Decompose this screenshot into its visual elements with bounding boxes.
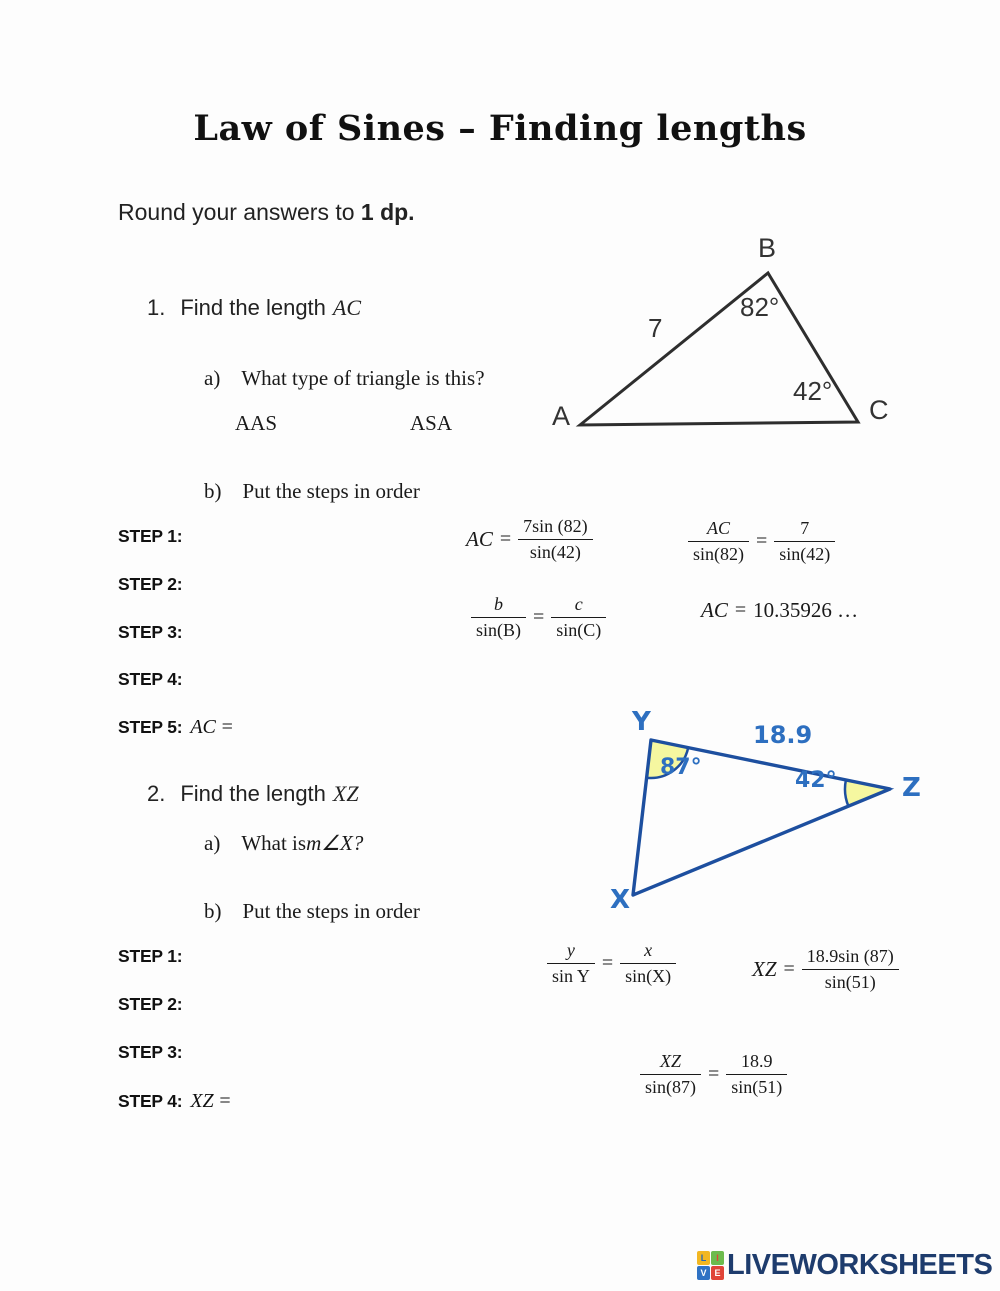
- q1-f2-denominator-left: sin(82): [693, 543, 744, 564]
- side-ab-label: 7: [648, 313, 663, 343]
- q2-step-4-label: [118, 1090, 230, 1113]
- q2-f1-denominator-left: sin Y: [552, 965, 590, 986]
- question-2-heading: [147, 781, 359, 807]
- q1-step-1-label: STEP 1:: [118, 526, 183, 546]
- q2-f1-numerator-right: x: [620, 940, 676, 964]
- side-yz-label: 18.9: [753, 721, 813, 749]
- option-aas[interactable]: AAS: [235, 411, 278, 435]
- q2-f3-equals: =: [708, 1062, 720, 1085]
- angle-b-label: 82°: [740, 292, 780, 322]
- q2-f1-equals: =: [601, 951, 614, 974]
- question-1b: [204, 479, 420, 504]
- logo-tile-l: L: [697, 1251, 710, 1265]
- q2-f2-lhs: XZ: [752, 956, 777, 981]
- question-1b-label: b): [204, 479, 222, 503]
- logo-tile-v: V: [697, 1266, 710, 1280]
- question-2a-text: What is: [241, 831, 307, 855]
- q2-f3-numerator-right: 18.9: [726, 1051, 787, 1075]
- q1-formula-result[interactable]: [701, 598, 858, 623]
- question-2a-variable: m∠X?: [306, 831, 364, 855]
- q1-step-5-text: STEP 5:: [118, 717, 183, 737]
- q2-f1-numerator-left: y: [547, 940, 595, 964]
- page-title: Law of Sines – Finding lengths: [193, 108, 807, 149]
- question-2a-label: a): [204, 831, 221, 855]
- q1-f1-numerator: 7sin (82): [518, 516, 593, 540]
- q2-formula-substituted[interactable]: [752, 946, 899, 992]
- q1-f4-equals: =: [734, 599, 747, 621]
- q1-step-5-label: [118, 716, 233, 739]
- q1-f1-lhs: AC: [466, 526, 493, 551]
- q2-f3-denominator-right: sin(51): [731, 1076, 783, 1097]
- logo-tile-e: E: [711, 1266, 724, 1280]
- question-1b-text: Put the steps in order: [242, 479, 420, 503]
- question-1a: [204, 366, 485, 391]
- q2-f3-denominator-left: sin(87): [645, 1076, 696, 1097]
- vertex-a-label: A: [552, 401, 571, 431]
- vertex-b-label: B: [758, 233, 777, 263]
- question-1a-label: a): [204, 366, 221, 390]
- question-2b-text: Put the steps in order: [242, 899, 420, 923]
- q1-f4-lhs: AC: [701, 598, 728, 622]
- q1-formula-law-of-sines[interactable]: [471, 594, 606, 640]
- question-1-heading: [147, 295, 361, 321]
- logo-tile-i: I: [711, 1251, 724, 1265]
- q2-f1-fraction-left: [547, 940, 595, 986]
- question-2-number: 2.: [147, 781, 166, 806]
- vertex-c-label: C: [869, 395, 889, 425]
- question-2-variable: XZ: [332, 781, 359, 806]
- q1-f1-denominator: sin(42): [529, 541, 581, 562]
- vertex-y-label: Y: [632, 707, 651, 737]
- q2-f2-denominator: sin(51): [824, 971, 876, 992]
- q1-step-4-label: STEP 4:: [118, 669, 183, 689]
- question-1a-text: What type of triangle is this?: [241, 366, 485, 390]
- q1-step-5-variable: AC: [190, 716, 216, 738]
- q2-f3-fraction-left: [640, 1051, 701, 1097]
- q2-f3-numerator-left: XZ: [640, 1051, 701, 1075]
- q1-f3-equals: =: [533, 605, 545, 628]
- q1-formula-substituted[interactable]: [466, 516, 593, 562]
- q2-f2-equals: =: [783, 957, 795, 980]
- q2-f2-numerator: 18.9sin (87): [802, 946, 899, 970]
- q1-f2-numerator-left: AC: [688, 518, 749, 542]
- q2-formula-proportion[interactable]: [640, 1051, 787, 1097]
- q1-f2-equals: =: [756, 529, 768, 552]
- vertex-x-label: X: [610, 885, 631, 915]
- angle-c-label: 42°: [793, 376, 833, 406]
- triangle-abc-shape: [540, 237, 910, 449]
- q2-step-4-text: STEP 4:: [118, 1091, 183, 1111]
- q1-f3-fraction-left: [471, 594, 526, 640]
- instruction-line: [118, 199, 415, 226]
- angle-y-label: 87°: [660, 755, 702, 780]
- question-1-number: 1.: [147, 295, 166, 320]
- q1-f1-fraction: [518, 516, 593, 562]
- q1-f2-denominator-right: sin(42): [779, 543, 831, 564]
- question-2a: [204, 831, 363, 856]
- angle-z-label: 42°: [795, 768, 837, 793]
- liveworksheets-logo-icon: [697, 1251, 724, 1280]
- q1-step-3-label: STEP 3:: [118, 622, 183, 642]
- q1-f2-fraction-right: [774, 518, 835, 564]
- q2-step-3-label: STEP 3:: [118, 1042, 183, 1062]
- question-2b: [204, 899, 420, 924]
- option-asa[interactable]: ASA: [410, 411, 453, 435]
- q1-f2-fraction-left: [688, 518, 749, 564]
- question-2-prompt: Find the length: [180, 781, 326, 806]
- q1-step-5-equals: =: [221, 716, 233, 738]
- instruction-text: Round your answers to: [118, 199, 361, 225]
- q1-formula-proportion[interactable]: [688, 518, 835, 564]
- question-1-prompt: Find the length: [180, 295, 326, 320]
- liveworksheets-logo[interactable]: [697, 1249, 992, 1282]
- vertex-z-label: Z: [902, 773, 921, 803]
- q2-step-4-equals: =: [219, 1090, 231, 1112]
- triangle-abc-figure: [540, 233, 910, 449]
- q2-f2-fraction: [802, 946, 899, 992]
- q1-f3-fraction-right: [551, 594, 606, 640]
- q1-f3-denominator-left: sin(B): [476, 619, 521, 640]
- q1-f1-equals: =: [499, 527, 512, 550]
- q1-f3-denominator-right: sin(C): [556, 619, 602, 640]
- q1-step-2-label: STEP 2:: [118, 574, 183, 594]
- q1-f3-numerator-left: b: [471, 594, 526, 618]
- q1-f4-value: 10.35926 …: [753, 598, 859, 622]
- q1-f3-numerator-right: c: [551, 594, 606, 618]
- q2-f1-denominator-right: sin(X): [625, 965, 672, 986]
- q2-f1-fraction-right: [620, 940, 676, 986]
- q2-step-2-label: STEP 2:: [118, 994, 183, 1014]
- instruction-bold: 1 dp.: [360, 199, 415, 225]
- q2-step-4-variable: XZ: [190, 1090, 214, 1112]
- triangle-xyz-figure: [595, 703, 947, 933]
- q1-f2-numerator-right: 7: [774, 518, 835, 542]
- liveworksheets-logo-text: LIVEWORKSHEETS: [727, 1249, 993, 1281]
- q2-formula-law-of-sines[interactable]: [547, 940, 676, 986]
- question-2b-label: b): [204, 899, 222, 923]
- q2-step-1-label: STEP 1:: [118, 946, 183, 966]
- q2-f3-fraction-right: [726, 1051, 787, 1097]
- question-1-variable: AC: [332, 295, 362, 320]
